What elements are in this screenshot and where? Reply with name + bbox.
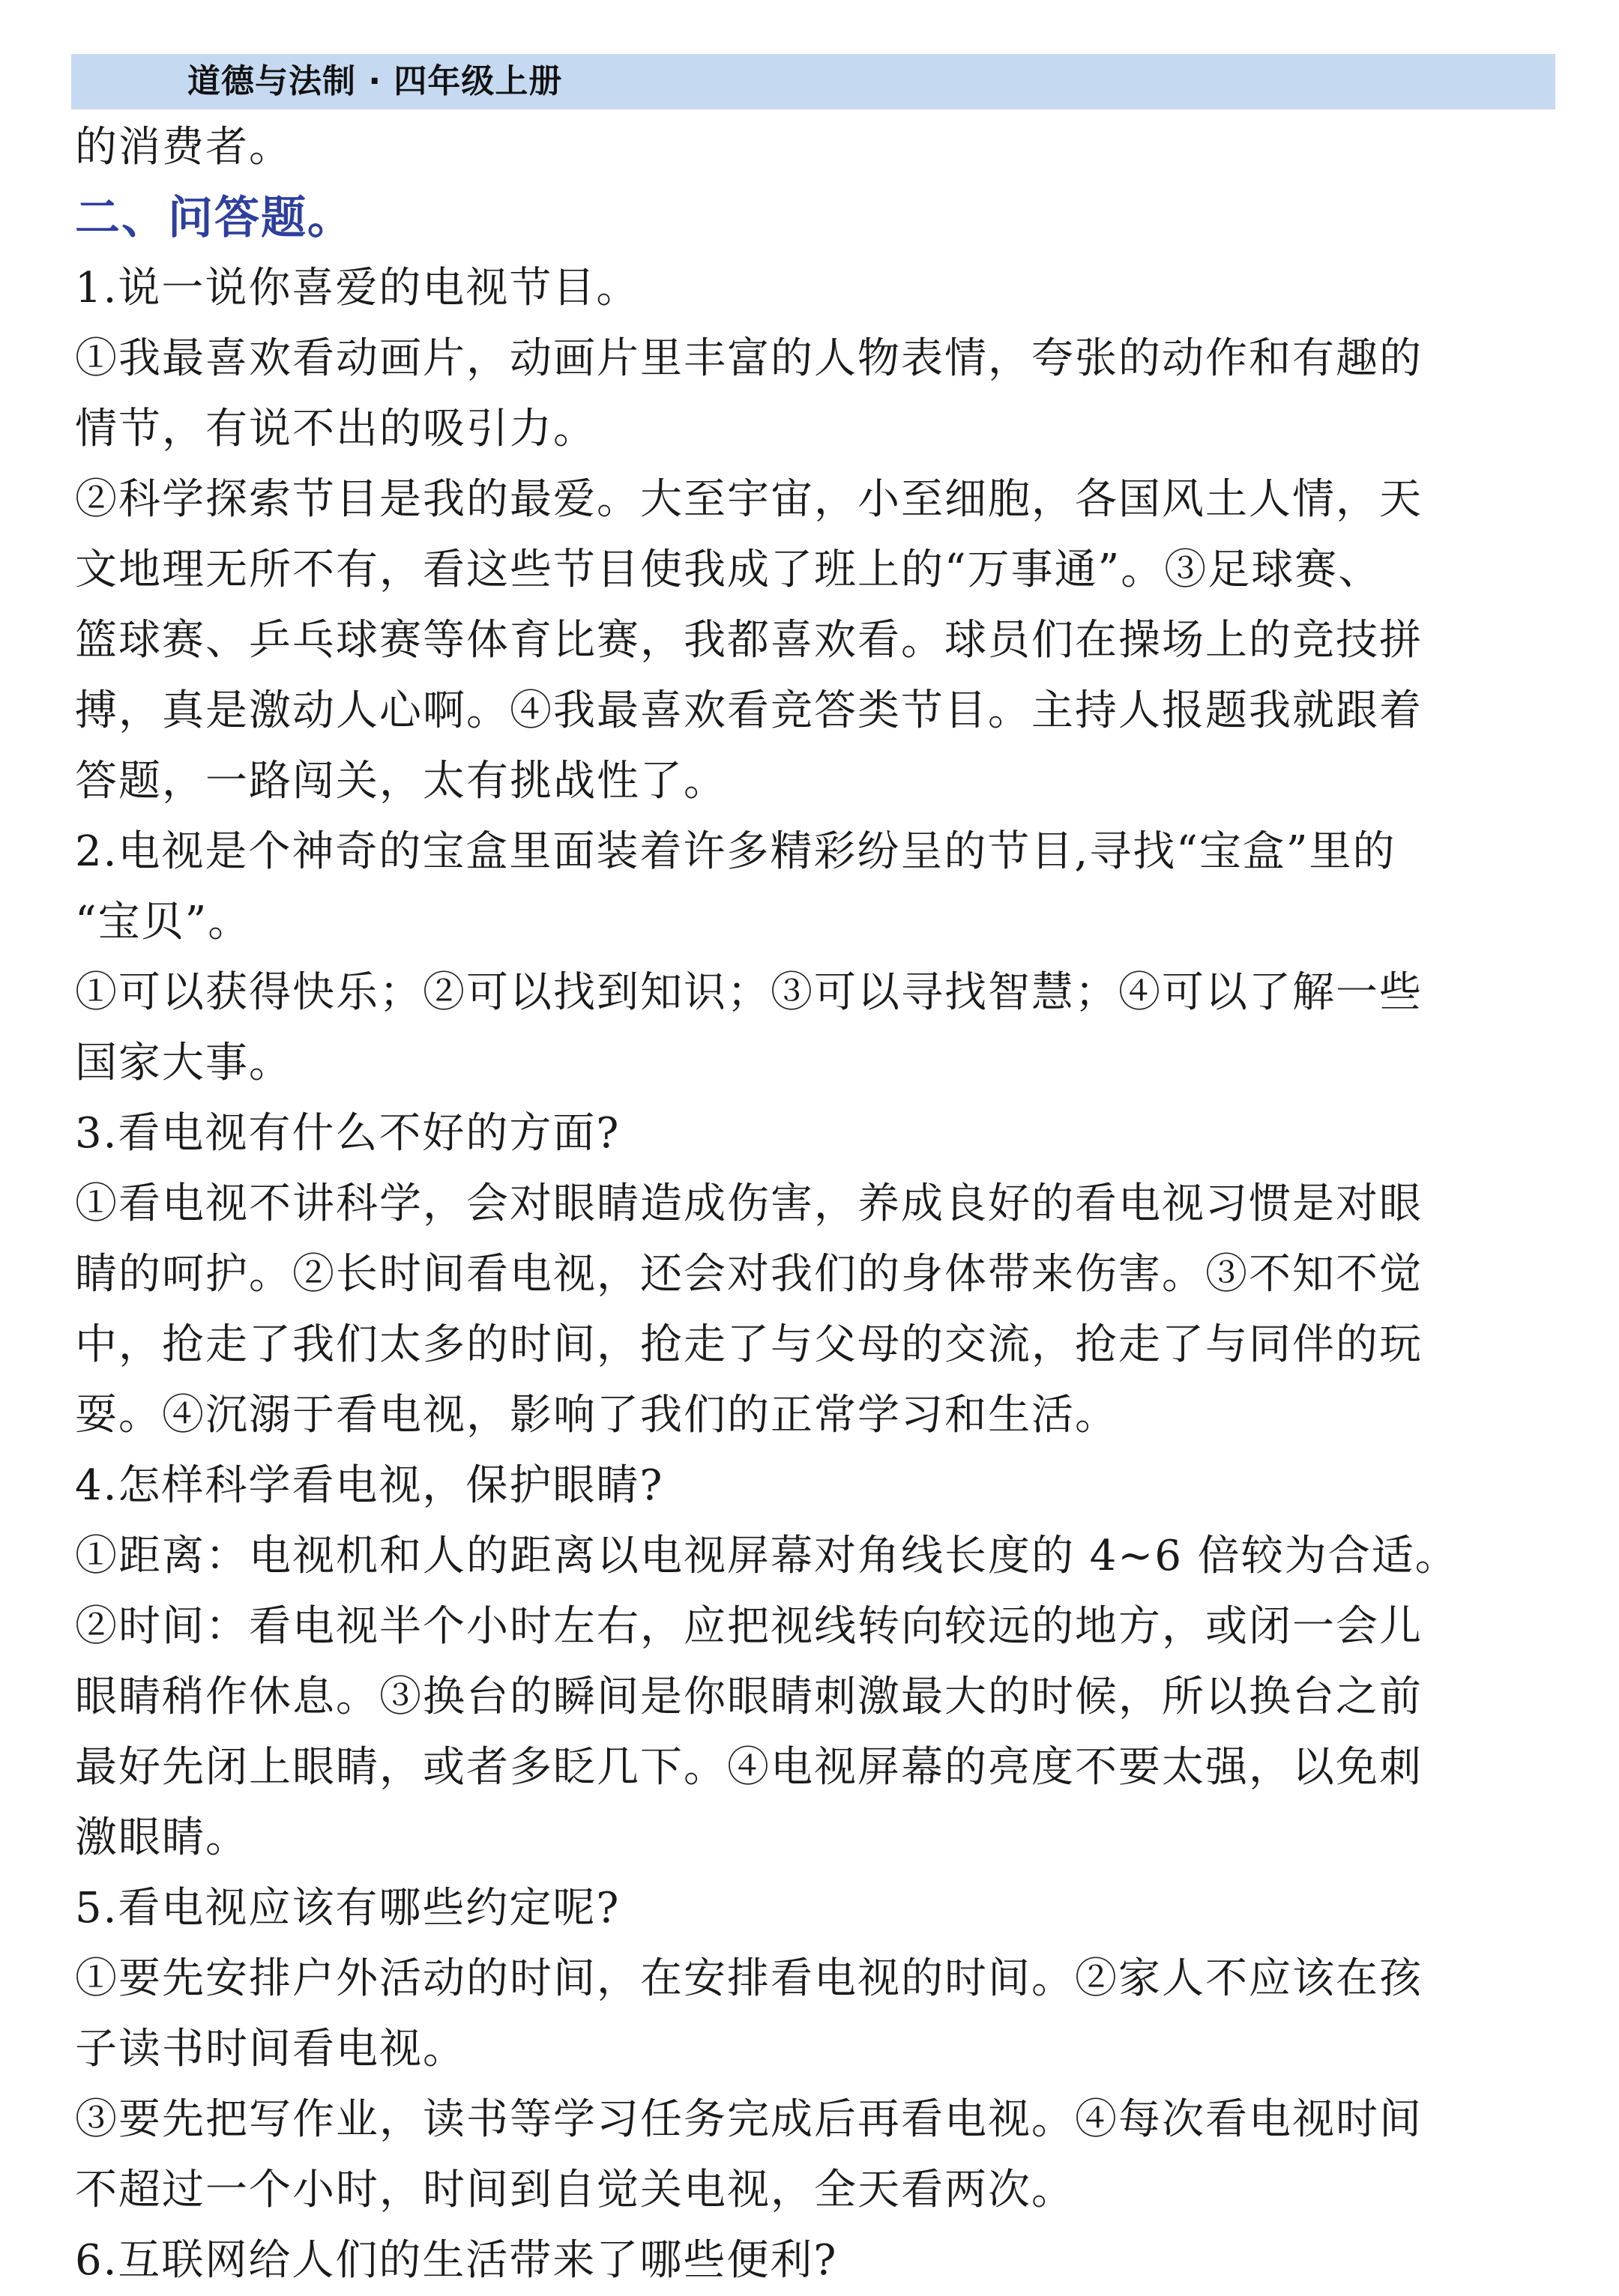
text-line: ①距离：电视机和人的距离以电视屏幕对角线长度的 4~6 倍较为合适。 [75,1532,1459,1580]
text-line: 不超过一个小时，时间到自觉关电视，全天看两次。 [75,2166,1075,2214]
text-line: ①看电视不讲科学，会对眼睛造成伤害，养成良好的看电视习惯是对眼 [75,1179,1423,1228]
text-line: 耍。④沉溺于看电视，影响了我们的正常学习和生活。 [75,1391,1118,1439]
text-line: 的消费者。 [75,123,292,172]
text-line: ①可以获得快乐；②可以找到知识；③可以寻找智慧；④可以了解一些 [75,968,1423,1017]
text-line: 睛的呵护。②长时间看电视，还会对我们的身体带来伤害。③不知不觉 [75,1250,1423,1299]
text-line: 最好先闭上眼睛，或者多眨几下。④电视屏幕的亮度不要太强，以免刺 [75,1743,1423,1792]
text-line: ①我最喜欢看动画片，动画片里丰富的人物表情，夸张的动作和有趣的 [75,334,1423,383]
text-line: 激眼睛。 [75,1813,249,1862]
text-line: 子读书时间看电视。 [75,2025,466,2073]
question-3: 3.看电视有什么不好的方面? [75,1109,621,1158]
document-body [75,112,1555,2296]
text-line: 国家大事。 [75,1039,292,1087]
header-title: 道德与法制 · 四年级上册 [187,62,563,100]
question-5: 5.看电视应该有哪些约定呢? [75,1884,621,1933]
question-1: 1.说一说你喜爱的电视节目。 [75,264,640,312]
question-4: 4.怎样科学看电视，保护眼睛? [75,1461,664,1510]
header-bar [71,54,1555,109]
text-line: “宝贝”。 [75,898,252,946]
question-2: 2.电视是个神奇的宝盒里面装着许多精彩纷呈的节目,寻找“宝盒”里的 [75,827,1396,876]
text-line: ②时间：看电视半个小时左右，应把视线转向较远的地方，或闭一会儿 [75,1602,1423,1651]
question-6: 6.互联网给人们的生活带来了哪些便利? [75,2236,838,2285]
text-line: 篮球赛、乒乓球赛等体育比赛，我都喜欢看。球员们在操场上的竞技拼 [75,616,1423,665]
text-line: ③要先把写作业，读书等学习任务完成后再看电视。④每次看电视时间 [75,2095,1423,2144]
section-heading: 二、问答题。 [75,192,354,244]
text-line: ①要先安排户外活动的时间，在安排看电视的时间。②家人不应该在孩 [75,1954,1423,2003]
text-line: 答题，一路闯关，太有挑战性了。 [75,757,727,806]
text-line: 搏，真是激动人心啊。④我最喜欢看竞答类节目。主持人报题我就跟着 [75,686,1423,735]
text-line: 文地理无所不有，看这些节目使我成了班上的“万事通”。③足球赛、 [75,546,1382,594]
text-line: 眼睛稍作休息。③换台的瞬间是你眼睛刺激最大的时候，所以换台之前 [75,1673,1423,1721]
text-line: 中，抢走了我们太多的时间，抢走了与父母的交流，抢走了与同伴的玩 [75,1320,1423,1369]
text-line: 情节，有说不出的吸引力。 [75,405,597,453]
text-line: ②科学探索节目是我的最爱。大至宇宙，小至细胞，各国风土人情，天 [75,475,1423,524]
